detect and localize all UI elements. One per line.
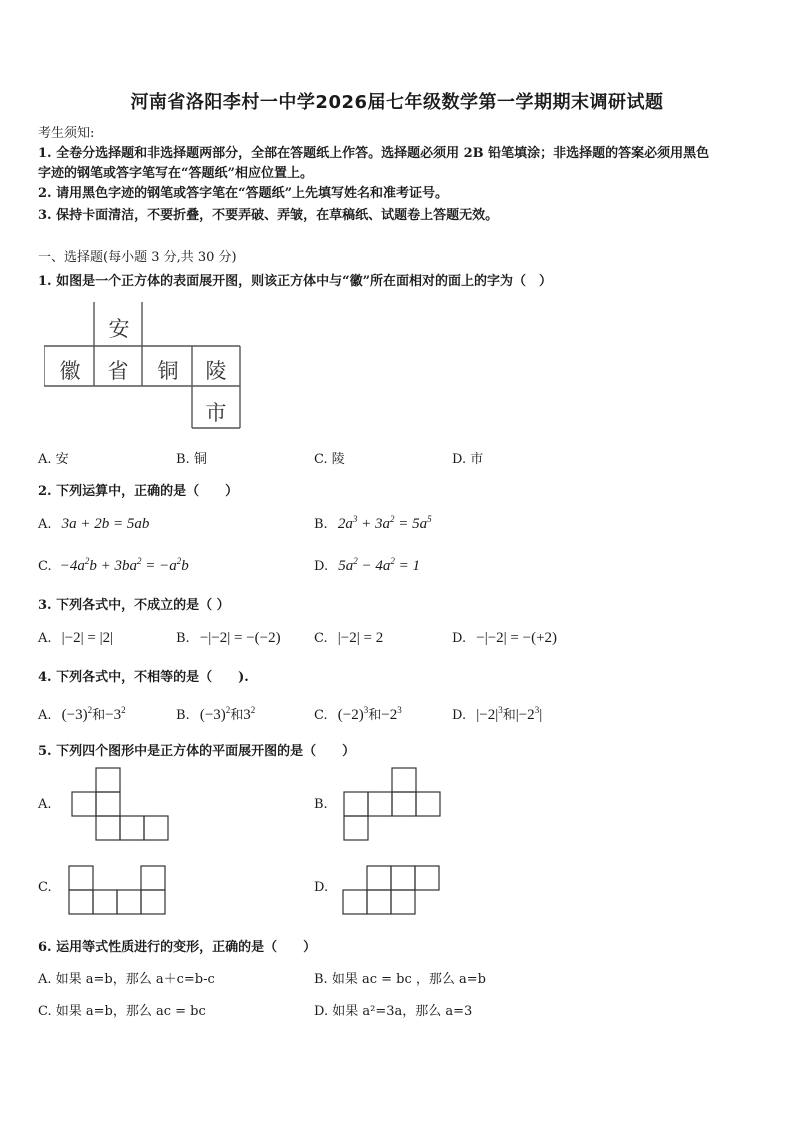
q3-label-b: B. — [176, 631, 190, 646]
q3-expr-b: −|−2| = −(−2) — [199, 630, 281, 646]
q2-stem: 2. 下列运算中，正确的是（ ） — [38, 484, 239, 499]
q6-option-a[interactable]: A. 如果 a=b，那么 a＋c=b-c — [38, 972, 215, 987]
q5-label-d[interactable]: D. — [314, 880, 329, 895]
q4-expr-b: $(-3)^2$和$3^2$ — [199, 705, 256, 723]
q4-expr-c: $(-2)^3$和$-2^3$ — [337, 705, 402, 723]
q2-expr-c: $-4a^2b + 3ba^2 = -a^2b$ — [59, 556, 189, 574]
q3-label-d: D. — [452, 631, 467, 646]
q3-expr-d: −|−2| = −(+2) — [476, 630, 558, 646]
notice-item-3: 3. 保持卡面清洁，不要折叠，不要弄破、弄皱，在草稿纸、试题卷上答题无效。 — [38, 208, 499, 223]
q2-expr-d: $5a^2 - 4a^2 = 1$ — [338, 556, 420, 574]
net-char-ling: 陵 — [205, 359, 227, 383]
q6-option-d[interactable]: D. 如果 a²=3a，那么 a=3 — [314, 1004, 473, 1019]
q4-expr-a: $(-3)^2$和$-3^2$ — [61, 705, 126, 723]
q3-expr-c: |−2| = 2 — [337, 630, 384, 646]
q4-label-b: B. — [176, 708, 190, 723]
q4-option-d[interactable] — [452, 704, 542, 724]
q2-option-a[interactable] — [38, 516, 149, 533]
q4-label-c: C. — [314, 708, 328, 723]
q5-label-a[interactable]: A. — [38, 797, 52, 812]
q6-option-c[interactable]: C. 如果 a=b，那么 ac = bc — [38, 1004, 206, 1019]
q2-option-b[interactable] — [314, 516, 432, 533]
q4-expr-d: $|-2|^3$和$|-2^3|$ — [476, 705, 543, 723]
q4-stem: 4. 下列各式中，不相等的是（ ). — [38, 670, 249, 685]
q3-option-c[interactable] — [314, 630, 383, 647]
notice-item-1-cont: 字迹的钢笔或答字笔写在“答题纸”相应位置上。 — [38, 166, 313, 181]
q2-option-c[interactable] — [38, 558, 189, 575]
q4-he-d: 和 — [502, 707, 516, 722]
q3-label-a: A. — [38, 631, 52, 646]
q2-label-c: C. — [38, 559, 52, 574]
q3-option-b[interactable] — [176, 630, 281, 647]
q3-option-d[interactable] — [452, 630, 557, 647]
q4-he-a: 和 — [92, 707, 106, 722]
q3-option-a[interactable] — [38, 630, 113, 647]
q1-option-c[interactable]: C. 陵 — [314, 452, 345, 467]
q4-label-d: D. — [452, 708, 467, 723]
q5-label-b[interactable]: B. — [314, 797, 328, 812]
page-title: 河南省洛阳李村一中学2026届七年级数学第一学期期末调研试题 — [130, 92, 664, 113]
q2-label-b: B. — [314, 517, 328, 532]
q4-option-a[interactable] — [38, 704, 126, 724]
notice-item-2: 2. 请用黑色字迹的钢笔或答字笔在“答题纸”上先填写姓名和准考证号。 — [38, 186, 449, 201]
q1-option-d[interactable]: D. 市 — [452, 452, 484, 467]
q4-he-b: 和 — [230, 707, 244, 722]
q1-cube-net — [44, 302, 244, 430]
q4-option-c[interactable] — [314, 704, 402, 724]
q4-label-a: A. — [38, 708, 52, 723]
q2-expr-a: 3a + 2b = 5ab — [61, 516, 150, 532]
q3-label-c: C. — [314, 631, 328, 646]
q1-stem: 1. 如图是一个正方体的表面展开图，则该正方体中与“徽”所在面相对的面上的字为（ ） — [38, 274, 553, 289]
section-heading: 一、选择题(每小题 3 分,共 30 分) — [38, 250, 237, 265]
net-char-sheng: 省 — [107, 359, 129, 383]
q6-option-b[interactable]: B. 如果 ac = bc ，那么 a=b — [314, 972, 486, 987]
q4-option-b[interactable] — [176, 704, 255, 724]
q1-option-a[interactable]: A. 安 — [38, 452, 69, 467]
q5-stem: 5. 下列四个图形中是正方体的平面展开图的是（ ） — [38, 744, 356, 759]
notice-item-1: 1. 全卷分选择题和非选择题两部分，全部在答题纸上作答。选择题必须用 2B 铅笔填涂；非选择题的答案必须用黑色 — [38, 146, 710, 161]
q2-option-d[interactable] — [314, 558, 420, 575]
notice-heading: 考生须知: — [38, 126, 95, 141]
q3-expr-a: |−2| = |2| — [61, 630, 114, 646]
net-char-hui: 徽 — [59, 359, 81, 383]
net-char-shi: 市 — [205, 401, 227, 425]
q1-option-b[interactable]: B. 铜 — [176, 452, 207, 467]
net-char-an: 安 — [108, 317, 130, 341]
q5-label-c[interactable]: C. — [38, 880, 52, 895]
net-char-tong: 铜 — [157, 359, 179, 383]
q5-net-d — [342, 865, 442, 917]
q3-stem: 3. 下列各式中，不成立的是（ ） — [38, 598, 230, 613]
q2-expr-b: $2a^3 + 3a^2 = 5a^5$ — [337, 514, 432, 532]
q4-he-c: 和 — [368, 707, 382, 722]
q5-net-a — [71, 767, 171, 841]
q5-net-c — [68, 865, 168, 917]
q5-net-b — [343, 767, 443, 841]
q2-label-d: D. — [314, 559, 329, 574]
q2-label-a: A. — [38, 517, 52, 532]
q6-stem: 6. 运用等式性质进行的变形，正确的是（ ） — [38, 940, 317, 955]
